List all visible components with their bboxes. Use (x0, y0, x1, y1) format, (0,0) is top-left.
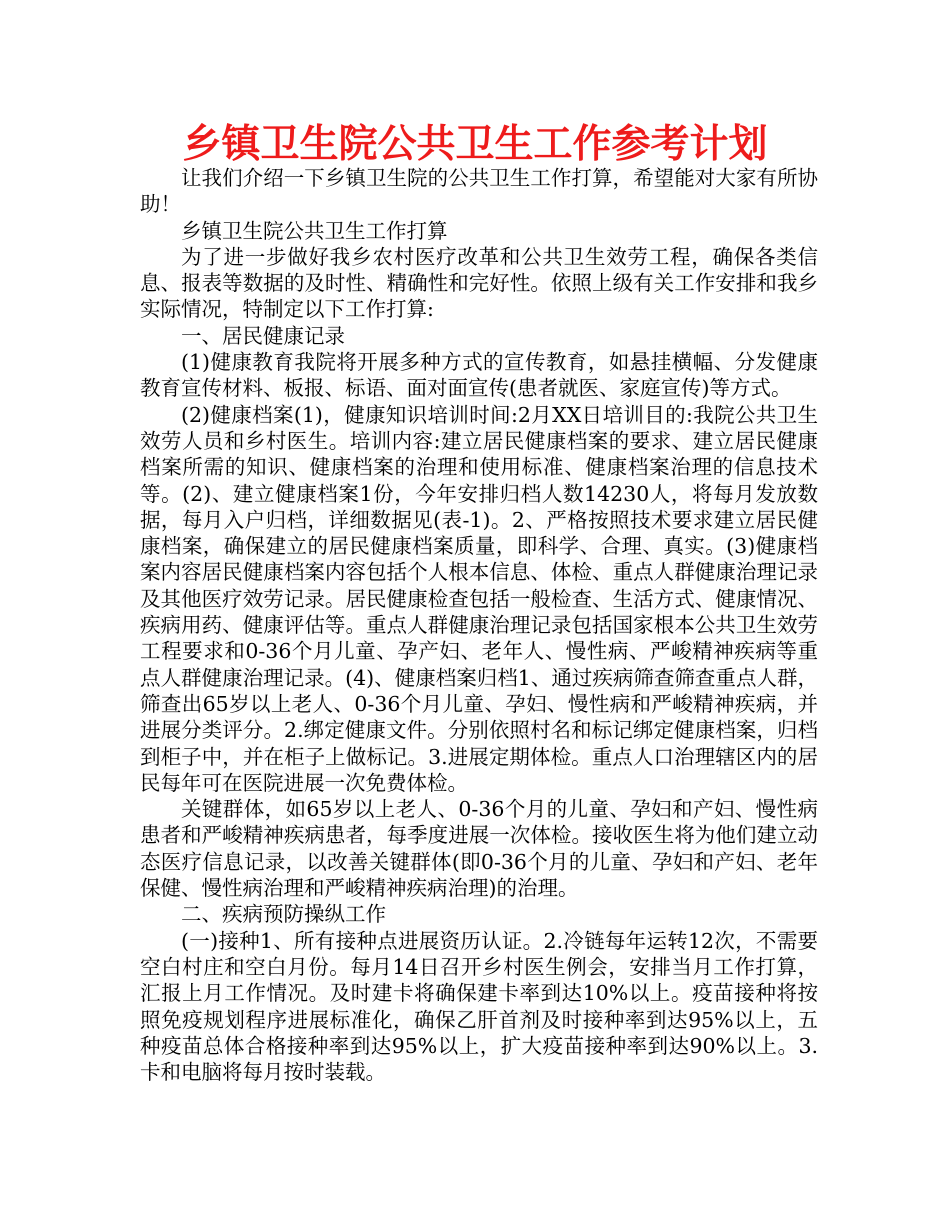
paragraph-health-education: (1)健康教育我院将开展多种方式的宣传教育，如悬挂横幅、分发健康教育宣传材料、板报、标语、面对面宣传(患者就医、家庭宣传)等方式。 (140, 350, 818, 401)
section-heading-health-records: 一、居民健康记录 (181, 323, 345, 348)
document-title: 乡镇卫生院公共卫生工作参考计划 (182, 122, 768, 167)
paragraph-plan-heading: 乡镇卫生院公共卫生工作打算 (181, 218, 448, 243)
section-heading-disease-prevention: 二、疾病预防操纵工作 (181, 902, 386, 927)
paragraph-intro: 让我们介绍一下乡镇卫生院的公共卫生工作打算，希望能对大家有所协助！ (140, 166, 818, 217)
paragraph-vaccination: (一)接种1、所有接种点进展资历认证。2.冷链每年运转12次，不需要空白村庄和空白月份。每月14日召开乡村医生例会，安排当月工作打算，汇报上月工作情况。及时建卡将确保建卡率到达10%以上。疫苗接种将按照免疫规划程序进展标准化，确保乙肝首剂及时接种率到达95%以上，五种疫苗总体合格接种率到达95%以上，扩大疫苗接种率到达90%以上。3.卡和电脑将每月按时装载。 (140, 928, 818, 1085)
paragraph-purpose: 为了进一步做好我乡农村医疗改革和公共卫生效劳工程，确保各类信息、报表等数据的及时性、精确性和完好性。依照上级有关工作安排和我乡实际情况，特制定以下工作打算: (140, 244, 818, 322)
document-body (140, 165, 818, 1085)
paragraph-key-groups: 关键群体，如65岁以上老人、0-36个月的儿童、孕妇和产妇、慢性病患者和严峻精神疾病患者，每季度进展一次体检。接收医生将为他们建立动态医疗信息记录，以改善关键群体(即0-36个月的儿童、孕妇和产妇、老年保健、慢性病治理和严峻精神疾病治理)的治理。 (140, 797, 818, 901)
paragraph-health-archives: (2)健康档案(1)，健康知识培训时间:2月XX日培训目的:我院公共卫生效劳人员和乡村医生。培训内容:建立居民健康档案的要求、建立居民健康档案所需的知识、健康档案的治理和使用标准、健康档案治理的信息技术等。(2)、建立健康档案1份，今年安排归档人数14230人，将每月发放数据，每月入户归档，详细数据见(表-1)。2、严格按照技术要求建立居民健康档案，确保建立的居民健康档案质量，即科学、合理、真实。(3)健康档案内容居民健康档案内容包括个人根本信息、体检、重点人群健康治理记录及其他医疗效劳记录。居民健康检查包括一般检查、生活方式、健康情况、疾病用药、健康评估等。重点人群健康治理记录包括国家根本公共卫生效劳工程要求和0-36个月儿童、孕产妇、老年人、慢性病、严峻精神疾病等重点人群健康治理记录。(4)、健康档案归档1、通过疾病筛查筛查重点人群，筛查出65岁以上老人、0-36个月儿童、孕妇、慢性病和严峻精神疾病，并进展分类评分。2.绑定健康文件。分别依照村名和标记绑定健康档案，归档到柜子中，并在柜子上做标记。3.进展定期体检。重点人口治理辖区内的居民每年可在医院进展一次免费体检。 (140, 402, 818, 795)
